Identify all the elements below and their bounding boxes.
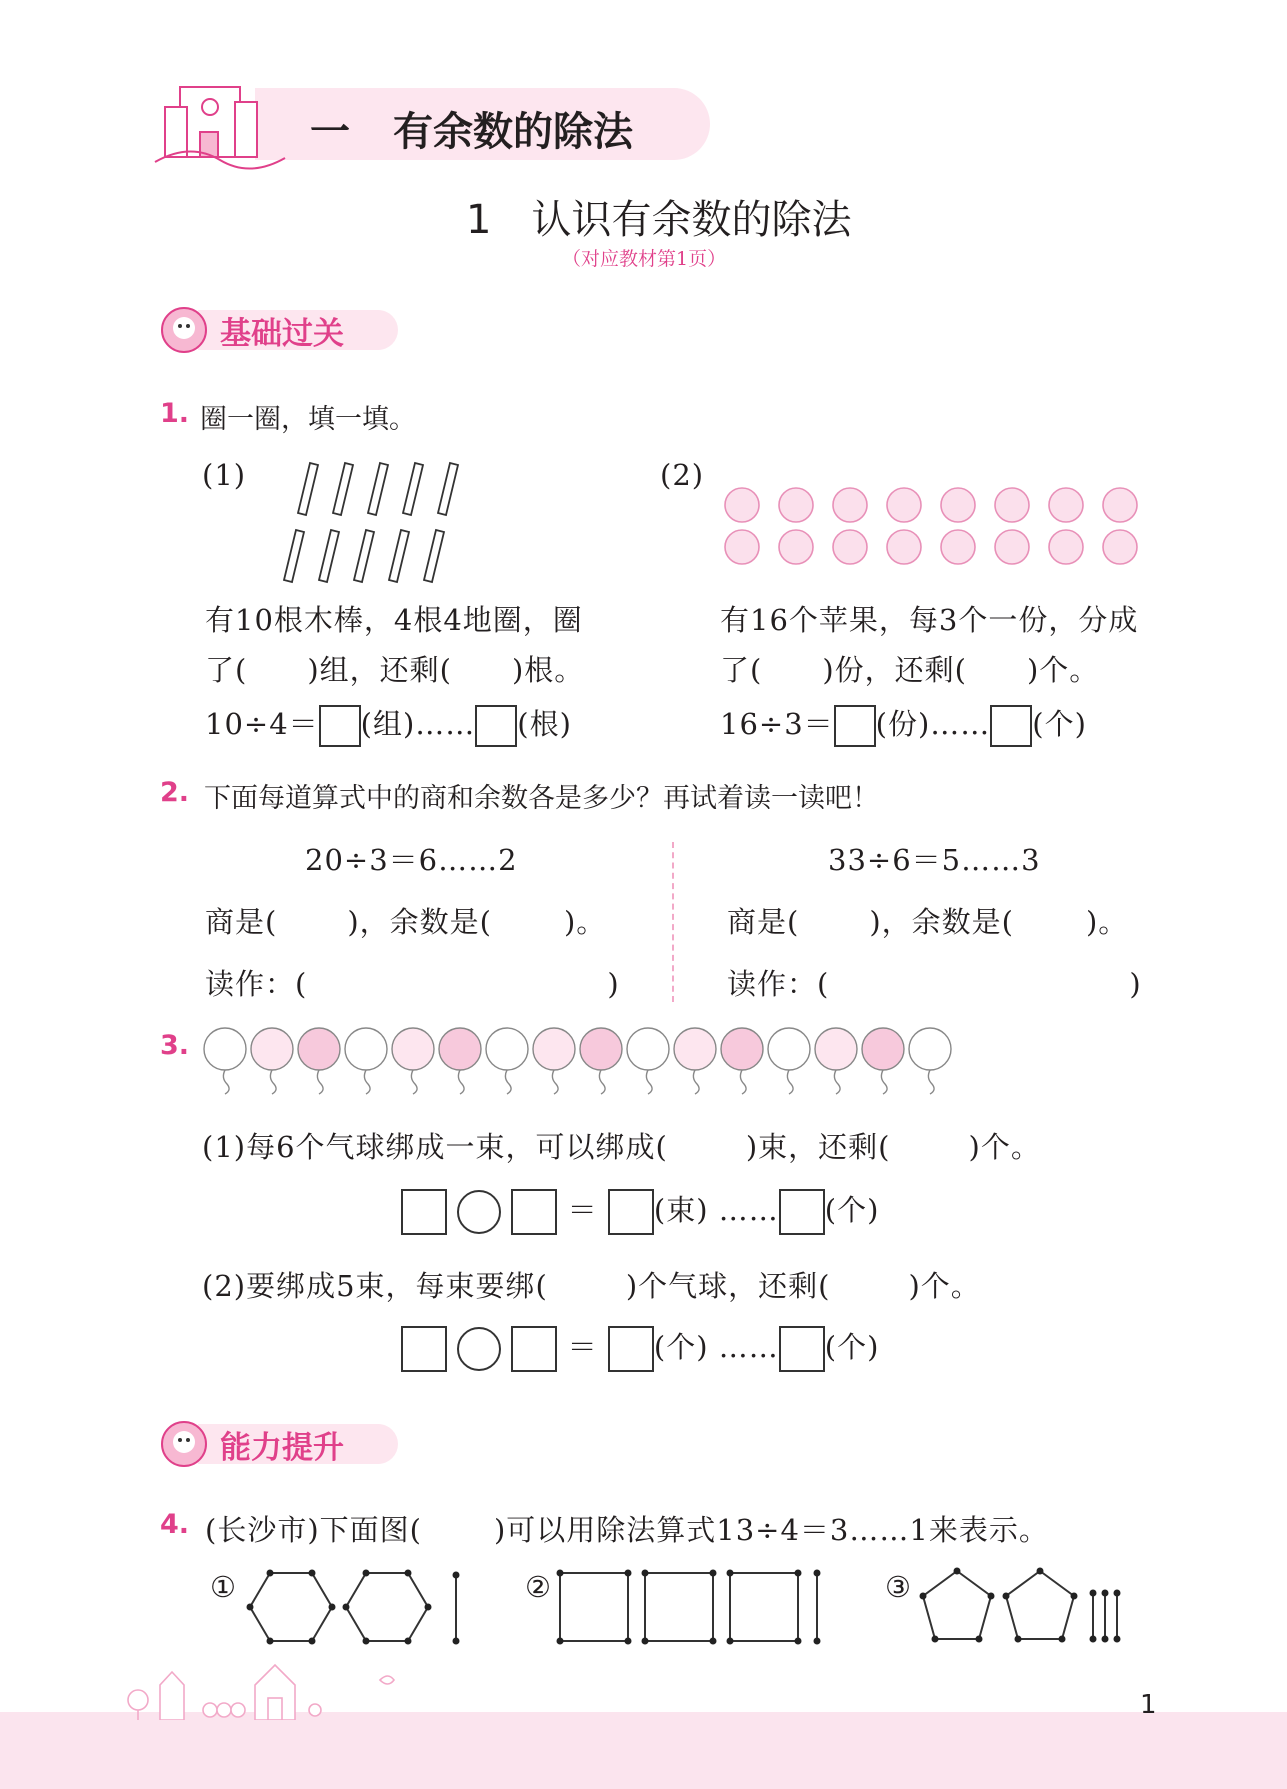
stick-icon: [389, 530, 409, 582]
q2-number: 2.: [160, 777, 190, 808]
balloon-icon: [627, 1028, 669, 1094]
q3-part1-equation: ＝ (束) …… (个): [401, 1188, 879, 1235]
balloons-figure: [203, 1025, 973, 1095]
chapter-number: 一: [310, 109, 350, 155]
q2-right-line1: 商是( )，余数是( )。: [727, 905, 1129, 939]
q4-option-3-label[interactable]: ③: [885, 1570, 912, 1604]
q3-part2-equation: ＝ (个) …… (个): [401, 1325, 879, 1372]
page-number: 1: [1140, 1690, 1157, 1720]
answer-box[interactable]: [511, 1189, 557, 1235]
q1-prompt: 圈一圈，填一填。: [200, 404, 416, 435]
operator-circle[interactable]: [457, 1327, 501, 1371]
q3-part1-text: (1)每6个气球绑成一束，可以绑成( )束，还剩( )个。: [202, 1130, 1041, 1164]
q1-number: 1.: [160, 398, 190, 429]
balloon-icon: [909, 1028, 951, 1094]
section-basic-title: 基础过关: [220, 316, 344, 352]
balloon-icon: [768, 1028, 810, 1094]
q1-part1-text2: 了( )组，还剩( )根。: [205, 653, 585, 687]
sticks-figure: [278, 455, 488, 585]
q1-part2-label: (2): [660, 458, 705, 492]
balloon-icon: [204, 1028, 246, 1094]
q4-number: 4.: [160, 1509, 190, 1540]
lesson-subtitle: （对应教材第1页）: [562, 248, 727, 270]
section-advanced-title: 能力提升: [220, 1430, 344, 1466]
balloon-icon: [862, 1028, 904, 1094]
q4-text: (长沙市)下面图( )可以用除法算式13÷4＝3……1来表示。: [205, 1513, 1049, 1547]
q1-part2-text1: 有16个苹果，每3个一份，分成: [720, 603, 1139, 637]
town-illustration-icon: [120, 1650, 420, 1720]
q1-part1-label: (1): [202, 458, 247, 492]
answer-box[interactable]: [511, 1326, 557, 1372]
stick-icon: [319, 530, 339, 582]
answer-box[interactable]: [608, 1189, 654, 1235]
mascot-icon: [158, 304, 210, 356]
mascot-icon: [158, 1418, 210, 1470]
section-advanced-header: [158, 1418, 400, 1468]
balloon-icon: [674, 1028, 716, 1094]
balloon-icon: [439, 1028, 481, 1094]
balloon-icon: [815, 1028, 857, 1094]
answer-box[interactable]: [608, 1326, 654, 1372]
pentagons-figure: [915, 1565, 1135, 1650]
lesson-title: 1 认识有余数的除法: [466, 197, 852, 243]
operator-circle[interactable]: [457, 1190, 501, 1234]
q2-right-equation: 33÷6＝5……3: [828, 843, 1041, 877]
answer-box[interactable]: [779, 1189, 825, 1235]
answer-box[interactable]: [475, 705, 517, 747]
q2-left-read: 读作：( ): [205, 967, 620, 1001]
stick-icon: [354, 530, 374, 582]
answer-box[interactable]: [990, 705, 1032, 747]
chapter-title: 有余数的除法: [393, 109, 633, 155]
q4-option-2-label[interactable]: ②: [525, 1570, 552, 1604]
apples-figure: [720, 485, 1140, 565]
q2-left-line1: 商是( )，余数是( )。: [205, 905, 607, 939]
answer-box[interactable]: [319, 705, 361, 747]
q2-left-equation: 20÷3＝6……2: [305, 843, 518, 877]
section-basic-header: [158, 304, 400, 354]
q2-prompt: 下面每道算式中的商和余数各是多少？再试着读一读吧！: [204, 783, 879, 814]
q2-divider: [672, 842, 674, 1002]
stick-icon: [368, 463, 388, 515]
q1-part1-equation: 10÷4＝ (组)…… (根): [205, 702, 572, 747]
answer-box[interactable]: [779, 1326, 825, 1372]
balloon-icon: [486, 1028, 528, 1094]
balloon-icon: [721, 1028, 763, 1094]
stick-icon: [438, 463, 458, 515]
q2-right-read: 读作：( ): [727, 967, 1142, 1001]
balloon-icon: [392, 1028, 434, 1094]
balloon-icon: [251, 1028, 293, 1094]
footer-band: [0, 1712, 1287, 1789]
building-illustration-icon: [150, 62, 290, 172]
stick-icon: [424, 530, 444, 582]
q1-part2-equation: 16÷3＝ (份)…… (个): [720, 702, 1087, 747]
balloon-icon: [533, 1028, 575, 1094]
squares-figure: [555, 1565, 825, 1650]
q3-part2-text: (2)要绑成5束，每束要绑( )个气球，还剩( )个。: [202, 1269, 981, 1303]
answer-box[interactable]: [401, 1326, 447, 1372]
answer-box[interactable]: [834, 705, 876, 747]
stick-icon: [298, 463, 318, 515]
q4-option-1-label[interactable]: ①: [210, 1570, 237, 1604]
answer-box[interactable]: [401, 1189, 447, 1235]
q3-number: 3.: [160, 1030, 190, 1061]
q1-part1-text1: 有10根木棒，4根4地圈，圈: [205, 603, 583, 637]
q1-part2-text2: 了( )份，还剩( )个。: [720, 653, 1100, 687]
stick-icon: [333, 463, 353, 515]
stick-icon: [284, 530, 304, 582]
balloon-icon: [580, 1028, 622, 1094]
balloon-icon: [298, 1028, 340, 1094]
balloon-icon: [345, 1028, 387, 1094]
hexagons-figure: [240, 1565, 470, 1650]
stick-icon: [403, 463, 423, 515]
